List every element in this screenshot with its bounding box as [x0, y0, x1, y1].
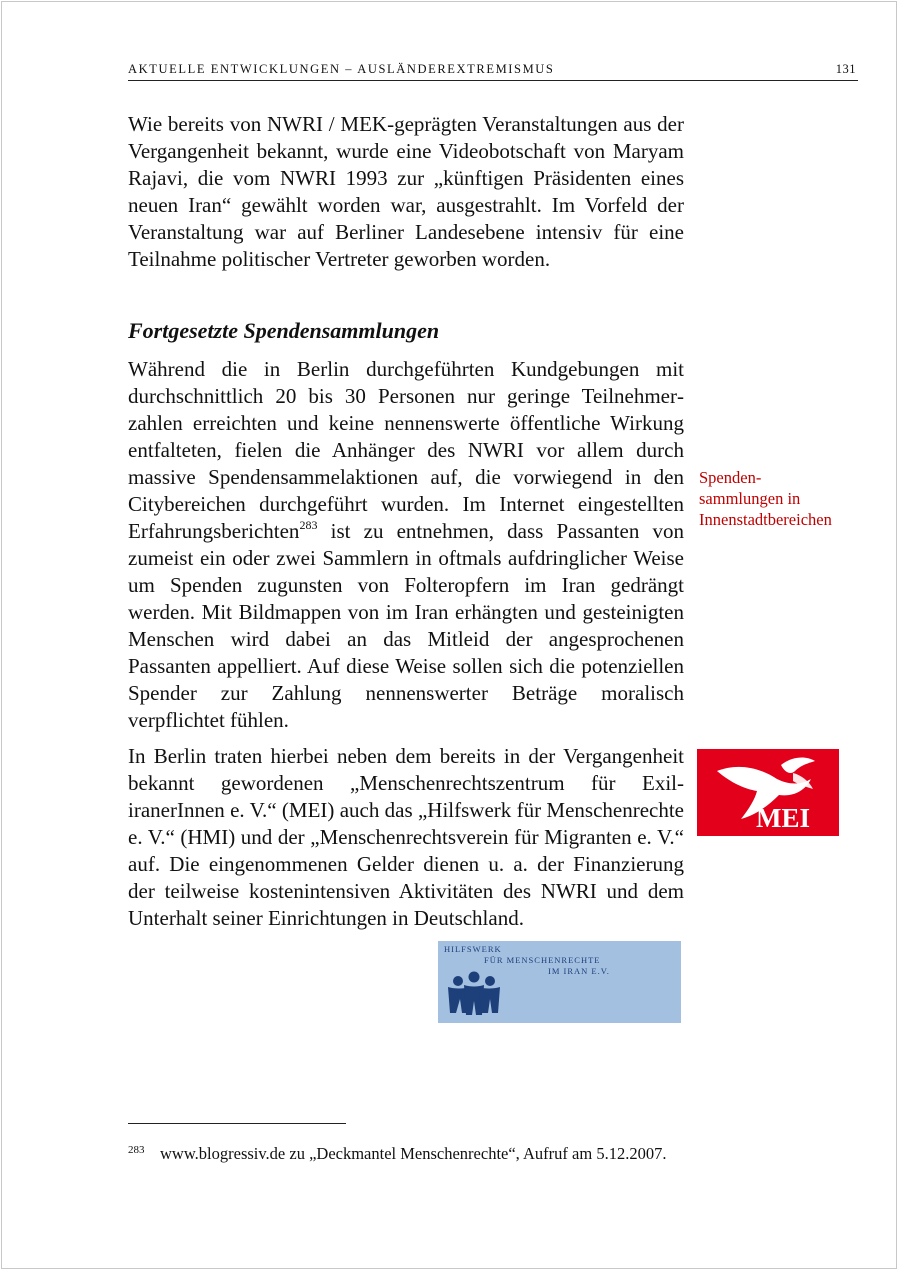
- mei-logo: [697, 749, 839, 836]
- hmi-logo: [438, 941, 681, 1023]
- paragraph-text-part: ist zu entnehmen, dass Passanten von zumeist ein oder zwei Sammlern in oftmals aufdringlicher Weise um Spenden zugunsten von Folteropfern im Iran gedrängt werden. Mit Bildmappen von im Iran erhängten und gesteinigten Menschen wird dabei an das Mitleid der angesprochenen Passanten appelliert. Auf diese Weise sollen sich die potenziellen Spender zur Zahlung nennenswerter Beträge moralisch verpflichtet fühlen.: [128, 519, 684, 732]
- footnote-divider: [128, 1123, 346, 1124]
- paragraph-spendensammlungen: [128, 356, 684, 734]
- margin-note-line: Innenstadtbereichen: [699, 510, 832, 529]
- running-header: [128, 62, 858, 81]
- footnote: [128, 1143, 684, 1164]
- hmi-logo-text: IM IRAN E.V.: [548, 966, 610, 976]
- margin-note-line: sammlungen in: [699, 489, 801, 508]
- running-header-title: AKTUELLE ENTWICKLUNGEN – AUSLÄNDEREXTREMISMUS: [128, 62, 555, 76]
- paragraph-videobotschaft: Wie bereits von NWRI / MEK-geprägten Veranstaltungen aus der Vergangenheit bekannt, wurde eine Videobotschaft von Maryam Rajavi, die vom NWRI 1993 zur „künftigen Präsidenten eines neuen Iran“ gewählt worden war, ausgestrahlt. Im Vorfeld der Veranstaltung war auf Berliner Landesebene intensiv für eine Teilnahme politischer Vertreter geworben worden.: [128, 112, 684, 271]
- bird-logo-icon: [697, 749, 839, 836]
- mei-logo-text: MEI: [756, 803, 810, 833]
- margin-note: [699, 467, 889, 530]
- paragraph-text-part: Während die in Berlin durchgeführten Kundgebungen mit durchschnittlich 20 bis 30 Personen nur geringe Teilnehmerzahlen erreichten und keine nennenswerte öffentliche Wirkung entfalteten, fielen die Anhänger des NWRI vor allem durch massive Spendensammelaktionen auf, die vorwiegend in den Citybereichen durchgeführt wurden. Im Internet eingestellten Erfahrungsberichten: [128, 357, 684, 543]
- footnote-text: www.blogressiv.de zu „Deckmantel Menschenrechte“, Aufruf am 5.12.2007.: [160, 1144, 667, 1163]
- margin-note-line: Spenden-: [699, 468, 762, 487]
- hmi-logo-text: HILFSWERK: [444, 944, 502, 954]
- section-heading: Fortgesetzte Spendensammlungen: [128, 318, 440, 343]
- paragraph-organisationen: In Berlin traten hierbei neben dem bereits in der Vergangenheit bekannt gewordenen „Menschenrechtszentrum für ExiliranerInnen e. V.“ (MEI) auch das „Hilfswerk für Menschenrechte e. V.“ (HMI) und der „Menschenrechtsverein für Migranten e. V.“ auf. Die eingenommenen Gelder dienen u. a. der Finanzierung der teilweise kostenintensiven Aktivitäten des NWRI und dem Unterhalt seiner Einrichtungen in Deutschland.: [128, 744, 684, 930]
- footnote-number: 283: [128, 1144, 145, 1156]
- footnote-reference[interactable]: 283: [299, 518, 318, 532]
- people-group-icon: [438, 941, 681, 1023]
- hmi-logo-text: FÜR MENSCHENRECHTE: [484, 955, 601, 965]
- page-number: 131: [835, 62, 856, 76]
